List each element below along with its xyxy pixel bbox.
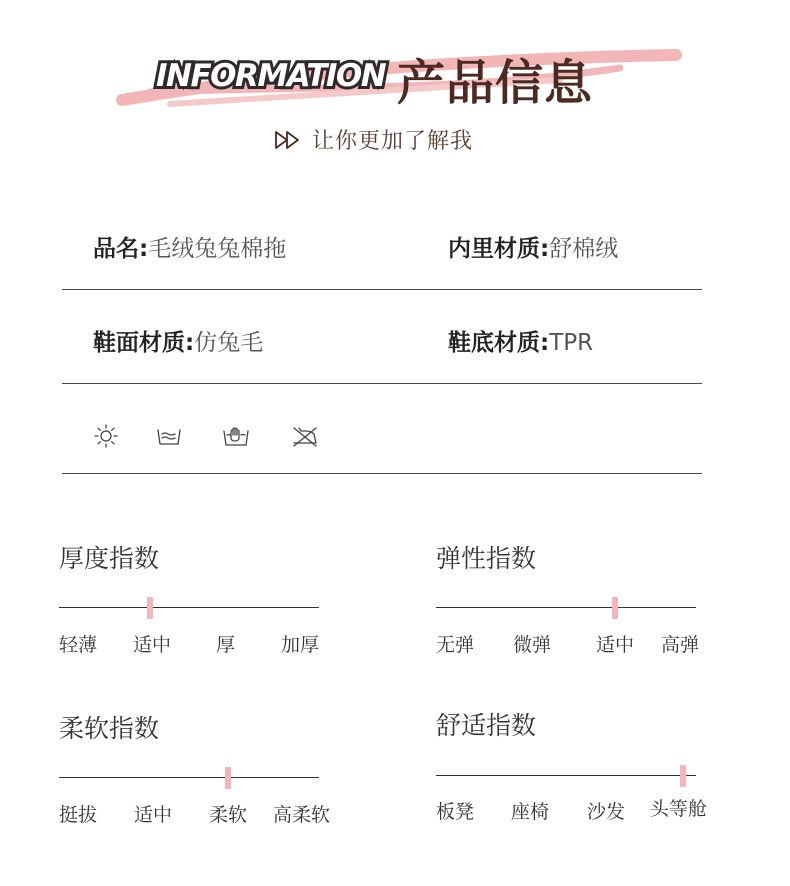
index-level: 高弹	[661, 634, 700, 656]
index-level: 座椅	[511, 801, 550, 823]
index-title: 弹性指数	[436, 544, 537, 573]
index-level: 高柔软	[273, 804, 331, 826]
do-not-iron-icon	[291, 424, 319, 448]
sole-material	[448, 324, 593, 357]
subtitle	[274, 124, 473, 155]
thickness-index	[59, 539, 329, 669]
product-name-label: 品名:	[93, 236, 149, 262]
divider	[62, 289, 702, 290]
sole-material-label: 鞋底材质:	[448, 330, 550, 356]
upper-material	[93, 324, 263, 357]
softness-index	[59, 709, 329, 839]
index-track	[436, 607, 696, 608]
sun-dry-icon	[94, 424, 118, 448]
divider	[62, 473, 702, 474]
index-marker	[147, 597, 153, 619]
product-name-value: 毛绒兔兔棉拖	[148, 236, 287, 262]
index-level: 适中	[596, 634, 635, 656]
index-level: 微弹	[513, 634, 552, 656]
index-level: 适中	[133, 634, 172, 656]
index-marker	[612, 597, 618, 619]
title-chinese: 产品信息	[397, 55, 594, 111]
title-english: INFORMATION	[156, 58, 386, 94]
sole-material-value: TPR	[549, 330, 594, 356]
subtitle-text: 让你更加了解我	[312, 129, 474, 154]
index-marker	[680, 765, 686, 787]
index-level: 适中	[134, 804, 173, 826]
machine-wash-icon	[222, 424, 250, 448]
care-instructions	[62, 384, 702, 474]
hand-wash-icon	[156, 424, 182, 448]
index-level: 无弹	[436, 634, 475, 656]
index-marker	[225, 767, 231, 789]
index-title: 舒适指数	[436, 711, 537, 740]
index-level: 头等舱	[650, 798, 708, 820]
header	[0, 0, 790, 170]
index-track	[436, 775, 696, 776]
upper-material-label: 鞋面材质:	[93, 330, 195, 356]
lining-material	[448, 230, 618, 263]
elasticity-index	[436, 539, 706, 669]
index-level: 柔软	[209, 804, 248, 826]
upper-material-value: 仿兔毛	[194, 330, 264, 356]
fast-forward-icon	[274, 130, 302, 150]
comfort-index	[436, 706, 706, 836]
index-title: 柔软指数	[59, 714, 160, 743]
index-level: 板凳	[436, 801, 475, 823]
index-level: 挺拔	[59, 804, 98, 826]
lining-material-label: 内里材质:	[448, 236, 550, 262]
index-title: 厚度指数	[59, 544, 160, 573]
index-level: 加厚	[281, 634, 320, 656]
info-row-2	[62, 324, 702, 384]
info-row-1	[62, 230, 702, 290]
lining-material-value: 舒棉绒	[549, 236, 619, 262]
index-level: 厚	[216, 634, 236, 656]
index-level: 轻薄	[59, 634, 98, 656]
index-track	[59, 777, 319, 778]
index-level: 沙发	[587, 801, 626, 823]
product-name	[93, 230, 286, 263]
index-track	[59, 607, 319, 608]
